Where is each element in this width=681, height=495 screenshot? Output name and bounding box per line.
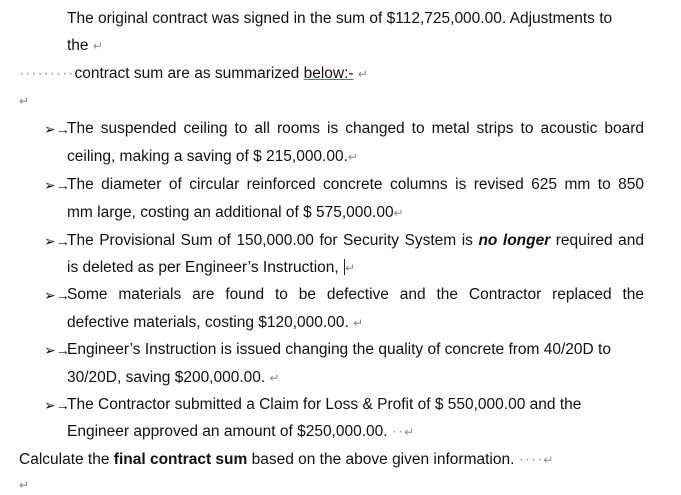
paragraph-mark-icon: ↵ — [347, 150, 358, 164]
paragraph-mark-icon: ↵ — [543, 453, 554, 467]
item-2-line-2: mm large, costing an additional of $ 575,000.00 — [67, 204, 394, 221]
item-1-line-1: The suspended ceiling to all rooms is changed to metal strips to acoustic board — [67, 120, 644, 137]
intro-text-3: contract sum are as summarized — [74, 65, 304, 82]
item-2-line-1: The diameter of circular reinforced concrete columns is revised 625 mm to 850 — [67, 176, 644, 193]
item-5-cont — [67, 368, 280, 388]
intro-line-1 — [67, 9, 612, 29]
intro-line-2 — [67, 36, 103, 56]
intro-line-3 — [19, 64, 368, 84]
item-4-line-2: defective materials, costing $120,000.00. — [67, 314, 354, 331]
arrow-bullet-icon: ➢→ — [44, 121, 70, 137]
item-6-cont — [67, 422, 414, 442]
paragraph-mark-icon: ↵ — [393, 206, 404, 220]
item-2-cont — [67, 203, 404, 223]
final-contract-sum-emphasis: final contract sum — [113, 451, 248, 468]
item-3-line-2: is deleted as per Engineer’s Instruction, — [67, 259, 344, 276]
arrow-bullet-icon: ➢→ — [44, 177, 70, 193]
tab-leader-dots: ········· — [19, 65, 75, 82]
paragraph-mark-icon: ↵ — [269, 371, 280, 385]
paragraph-mark-icon: ↵ — [345, 261, 356, 275]
trailing-dots: ·· — [391, 423, 405, 440]
below-underlined-text[interactable]: below:- — [303, 65, 354, 82]
item-6-line-2: Engineer approved an amount of $250,000.00. — [67, 423, 392, 440]
item-5-line-1: Engineer’s Instruction is issued changing the quality of concrete from 40/20D to — [67, 341, 611, 358]
paragraph-mark-icon: ↵ — [404, 425, 415, 439]
item-4-cont — [67, 313, 363, 333]
paragraph-mark-icon: ↵ — [92, 39, 103, 53]
item-6-line-1: The Contractor submitted a Claim for Loss & Profit of $ 550,000.00 and the — [67, 396, 582, 413]
closing-text-c: based on the above given information. — [247, 451, 519, 468]
closing-text-a: Calculate the — [19, 451, 114, 468]
paragraph-mark-icon: ↵ — [353, 316, 364, 330]
arrow-bullet-icon: ➢→ — [44, 342, 70, 358]
item-3-text-c: required and — [550, 232, 644, 249]
paragraph-mark-icon: ↵ — [19, 94, 30, 108]
item-3-line-1 — [67, 231, 644, 251]
closing-question — [19, 450, 553, 470]
item-5-line-2: 30/20D, saving $200,000.00. — [67, 369, 270, 386]
empty-paragraph-end — [19, 475, 29, 495]
item-4-line-1: Some materials are found to be defective and the Contractor replaced the — [67, 286, 644, 303]
paragraph-mark-icon: ↵ — [357, 67, 368, 81]
item-1-cont — [67, 147, 358, 167]
arrow-bullet-icon: ➢→ — [44, 233, 70, 249]
no-longer-emphasis: no longer — [478, 232, 551, 249]
item-3-text-a: The Provisional Sum of 150,000.00 for Security System is — [67, 232, 479, 249]
empty-paragraph — [19, 91, 29, 111]
arrow-bullet-icon: ➢→ — [44, 287, 70, 303]
intro-text-2: the — [67, 37, 89, 54]
item-1-line-2: ceiling, making a saving of $ 215,000.00. — [67, 148, 348, 165]
trailing-dots: ···· — [518, 451, 544, 468]
paragraph-mark-icon: ↵ — [19, 478, 30, 492]
item-3-cont — [67, 258, 355, 278]
arrow-bullet-icon: ➢→ — [44, 397, 70, 413]
intro-text-1: The original contract was signed in the sum of $112,725,000.00. Adjustments to — [67, 10, 613, 27]
